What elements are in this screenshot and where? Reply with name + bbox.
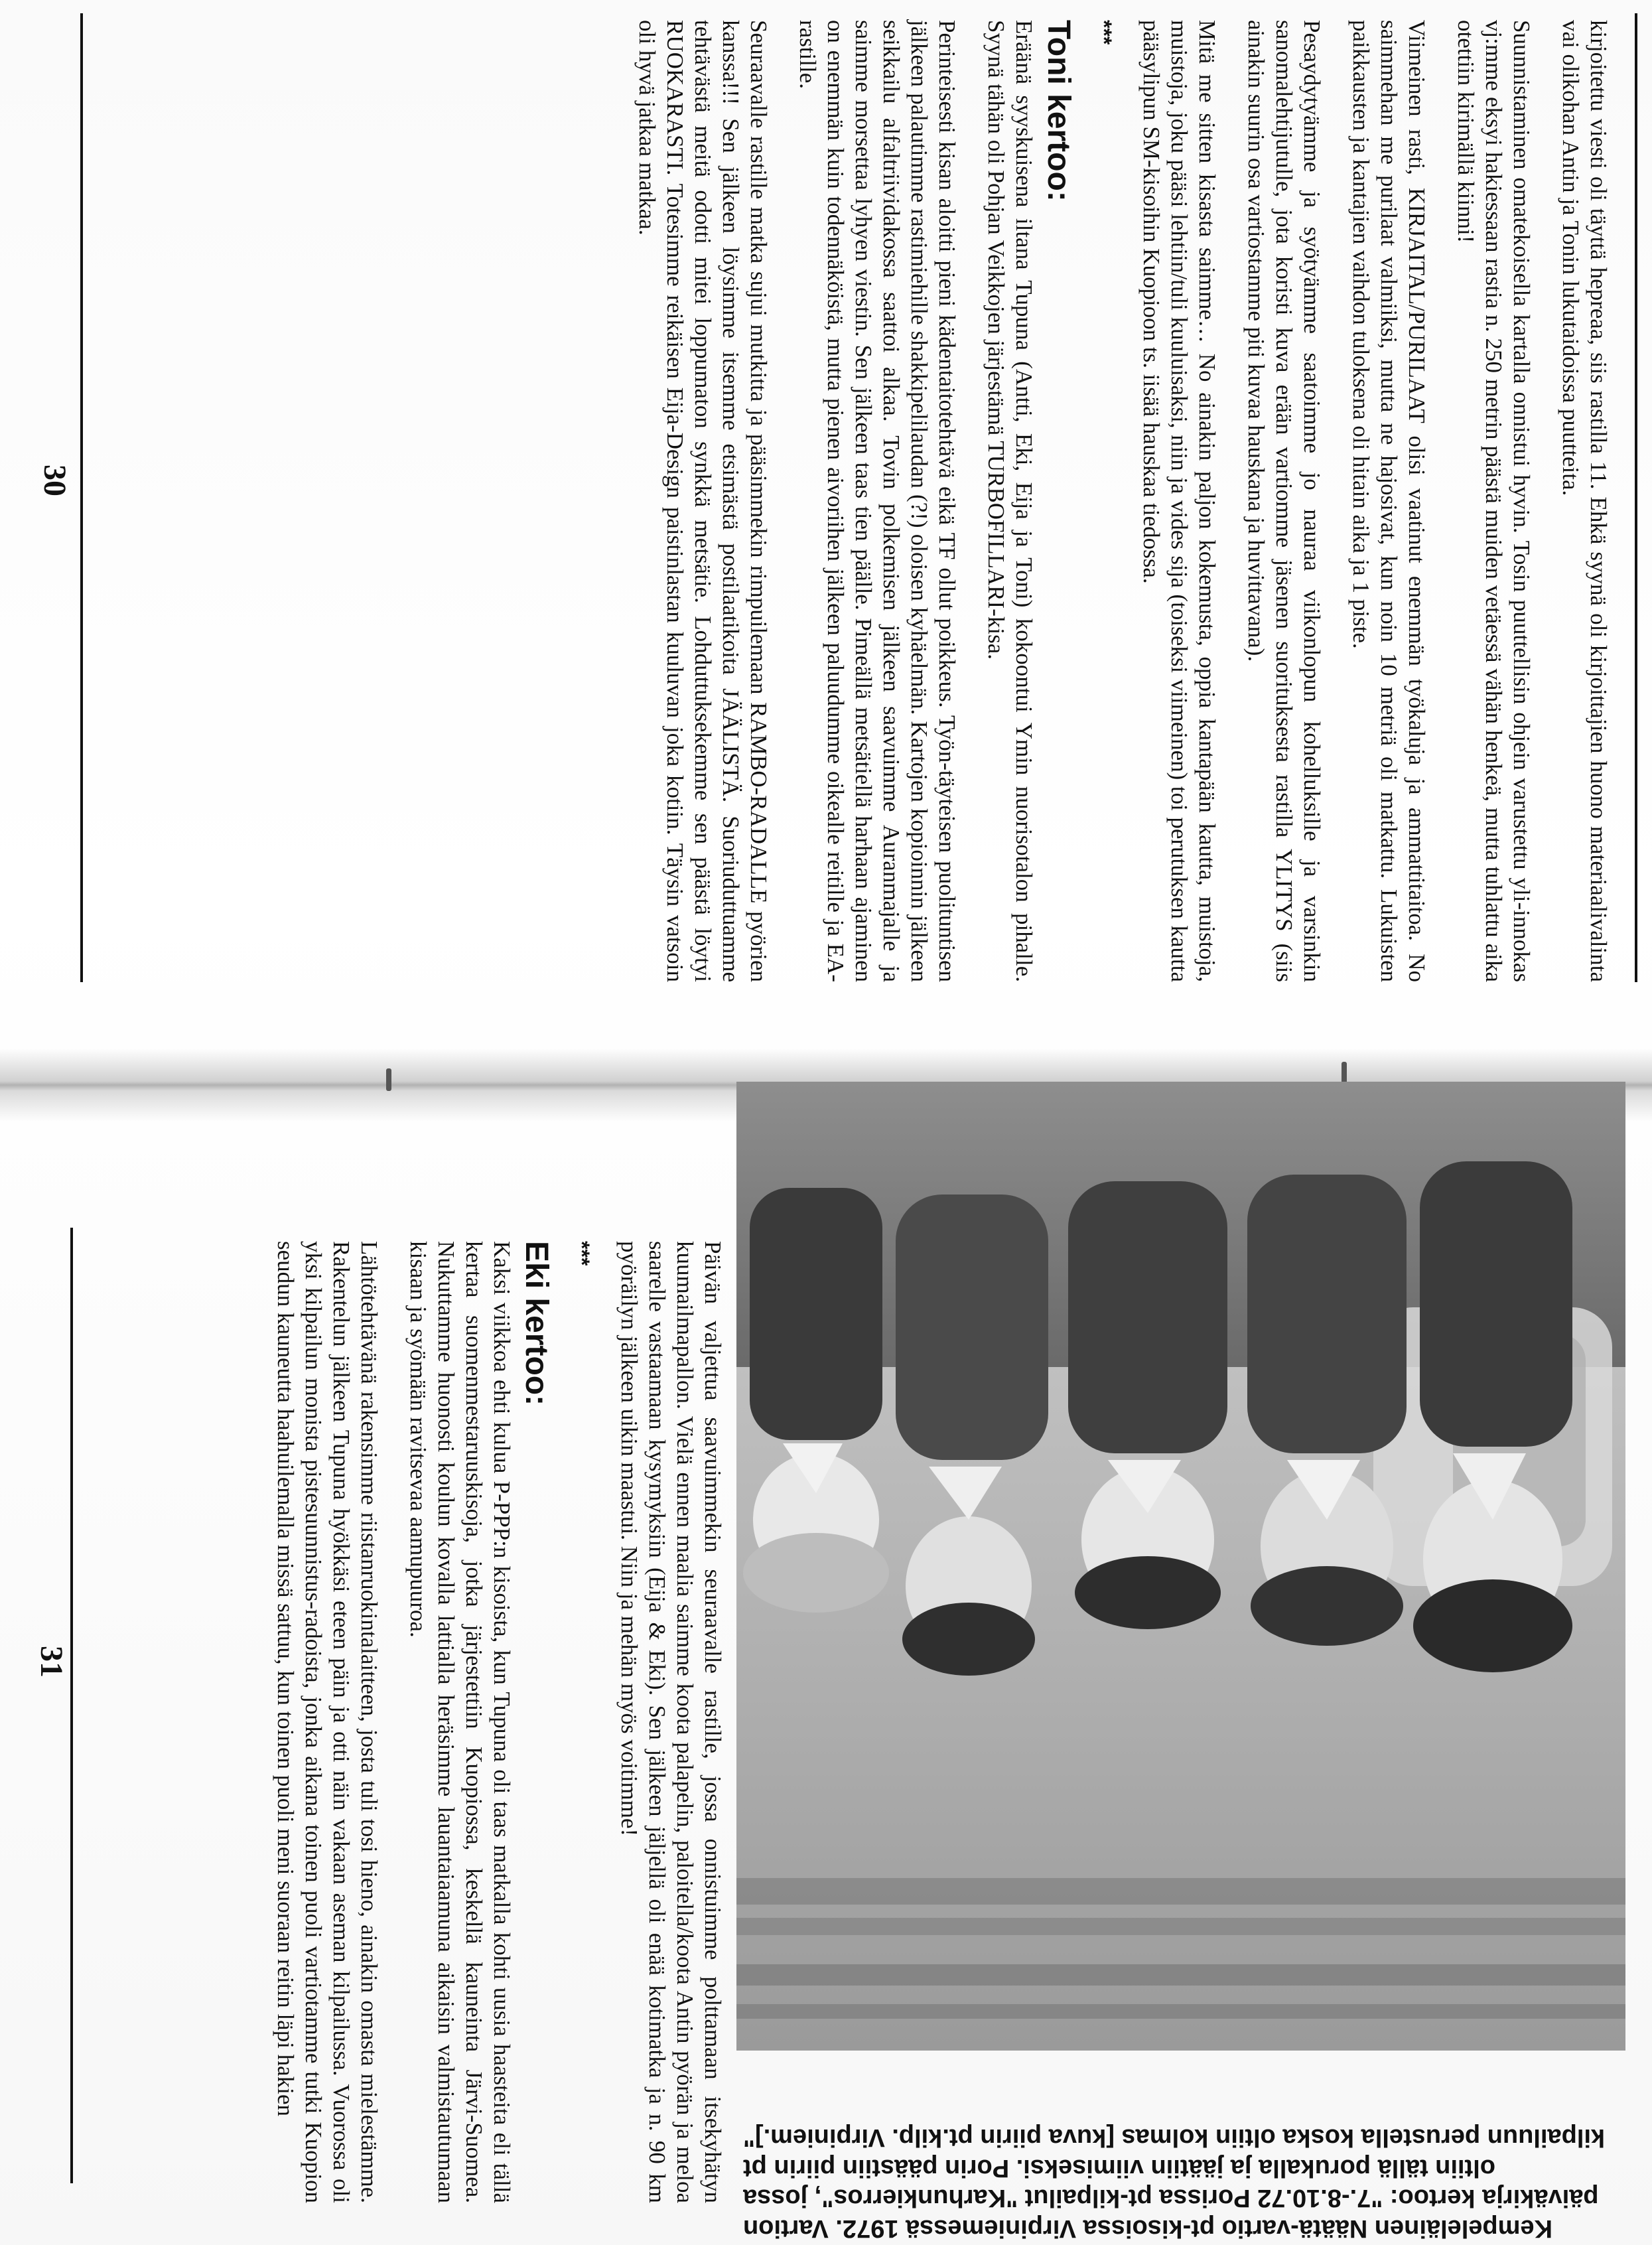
right-page-text-column	[250, 1241, 726, 2203]
section-separator: ***	[1092, 20, 1116, 45]
top-rule	[1635, 13, 1637, 982]
paragraph: kirjoitettu viesti oli täyttä hepreaa, siis rastilla 11. Ehkä syynä oli kirjoittajien huono materiaalivalinta vai olikohan Antin ja Tonin lukutaidoissa puutteita.	[1558, 20, 1612, 982]
paragraph: Päivän valjettua saavuimmekin seuraavalle rastille, jossa onnistuimme polttamaan itsekyhätyn kuumailmapallon. Vielä ennen maalia saimme koota palapelin, paloitella/koota Antin pyörän ja meloa saarelle vastaamaan kysymyksiin (Eija & Eki). Sen jälkeen jäljellä oli enää kotimatka ja n. 90 km pyöräilyn jälkeen uikin maastui. Niin ja mehän myös voitimme!	[616, 1241, 726, 2203]
paragraph: Seuraavalle rastille matka sujui mutkitta ja pääsimmekin rimpuilemaan RAMBO-RADALLE pyörien kanssa!!! Sen jälkeen löysimme itsemme etsimästä postilaatikoita JÄÄLISTÄ. Suoriuduttuamme tehtävästä meitä odotti mitei loppumaton synkkä metsätie. Lohduttuksekemme sen päästä löytyi RUOKARASTI. Totesimme reikäisen Eija-Design paistinlastan kuuluvan joka kotiin. Täysin vatsoin oli hyvä jatkaa matkaa.	[634, 20, 772, 982]
photo-caption: Kempeleläinen Näätä-vartio pt-kisoissa Virpiniemessä 1972. Vartion päiväkirja kertoo: "7.-8.10.72 Porissa pt-kilpailut "Karhunkierros", jossa oltiin tällä porukalla ja jäätiin viimiseksi. Porin päästiin piirin pt kilpailuun perustella koska oltiin kolmas [kuva piirin pt.kilp. Virpiniem.]"	[743, 2124, 1606, 2242]
photo-caption-box	[743, 2064, 1606, 2243]
left-page-text-column	[612, 20, 1612, 982]
section-heading: Eki kertoo:	[519, 1241, 554, 1406]
page-31	[0, 1082, 1652, 2245]
paragraph: Kaksi viikkoa ehti kulua P-PPP:n kisoista, kun Tupuna oli taas matkalla kohti uusia haasteita eli tällä kertaa suomenmestaruuskisoja, jotka järjestettiin Kuopiossa, keskellä kauneinta Järvi-Suomea. Nukuttamme huonosti koulun kovalla lattialla heräsimme lauantaiaamuna aikaisin valmistautumaan kisaan ja syömään ravitsevaa aamupuuroa.	[405, 1241, 515, 2203]
page-30	[0, 0, 1652, 1082]
scout-group-photo	[736, 1082, 1625, 2051]
paragraph: Eräänä syyskuisena iltana Tupuna (Antti, Eki, Eija ja Toni) kokoontui Ymin nuorisotalon pihalle. Syynä tähän oli Pohjan Veikkojen järjestämä TURBOFILLARI-kisa.	[983, 20, 1037, 982]
paragraph: Viimeinen rasti, KIRJAITAL/PURILAAT olisi vaatinut enemmän työkaluja ja ammattitaitoa. No saimmehan me purilaat valmiiksi, mutta ne hajosivat, kun noin 10 metriä oli matkattu. Lukuisten paikkausten ja kantajien vaihdon tuloksena oli hitain aika ja 1 piste.	[1348, 20, 1430, 982]
page-number: 30	[37, 465, 72, 496]
paragraph: Perinteisesti kisan aloitti pieni kädentaitotehtävä eikä TF ollut poikkeus. Työn-täyteisen puolituntisen jälkeen palautimme rastimiehille shakkipelilaudan (?!) oloisen kyhäelmän. Kartojen kopioinnin jälkeen seikkailu alfaltriividakossa saattoi alkaa. Tovin polkemisen jälkeen saavuimme Auranmajalle ja saimme morsettaa lyhyen viestin. Sen jälkeen taas tien päälle. Pimeällä metsätiellä harhaan ajaminen on enemmän kuin todennäköistä, mutta pienen aivoriihen jälkeen paluudumme oikealle reitille ja EA-rastille.	[795, 20, 960, 982]
paragraph: Pesaydytyämme ja syötyämme saatoimme jo nauraa viikonlopun kohelluksille ja varsinkin sanomalehtijutulle, jota koristi kuva erään vartiomme jäsenen suorituksesta rastilla YLITYS (siis ainakin suurin osa vartiostamme piti kuvaa hauskana ja huvittavana).	[1243, 20, 1325, 982]
section-separator: ***	[570, 1241, 594, 1266]
page-number: 31	[34, 1646, 69, 1678]
paragraph: Mitä me sitten kisasta saimme… No ainakin paljon kokemusta, oppia kantapään kautta, muistoja, muistoja, joku pääsi lehtiin/tuli kuuluisaksi, niin ja vides sija (toiseksi viimeinen) toi perutuksen kautta pääsylipun SM-kisoihin Kuopioon ts. iisää hauskaa tiedossa.	[1138, 20, 1220, 982]
paragraph: Suunnistaminen omatekoisella kartalla onnistui hyvin. Tosin puuttellisin ohjein varustettu yli-innokas vj:mme eksyi hakiessaan rastia n. 250 metrin päästä muiden vetäessä vähän henkeä, mutta tuhlattu aika otettiin kirimällä kiinni!	[1453, 20, 1535, 982]
staple	[1342, 1062, 1347, 1084]
section-heading: Toni kertoo:	[1041, 20, 1076, 202]
bottom-rule	[80, 13, 83, 982]
paragraph: Lähtötehtävänä rakensimme riistanruokintalaitteen, josta tuli tosi hieno, ainakin omasta mielestämme. Rakentelun jälkeen Tupuna hyökkäsi eteen päin ja otti näin vakaan aseman kilpailussa. Vuorossa oli yksi kilpailun monista pistesuunnistus-radoista, jonka aikana toinen puoli vartiotamme tutki Kuopion seudun kauneutta haahuilemalla missä sattuu, kun toinen puoli meni suoraan reitin läpi hakien	[273, 1241, 382, 2203]
bottom-rule	[70, 1228, 73, 2183]
